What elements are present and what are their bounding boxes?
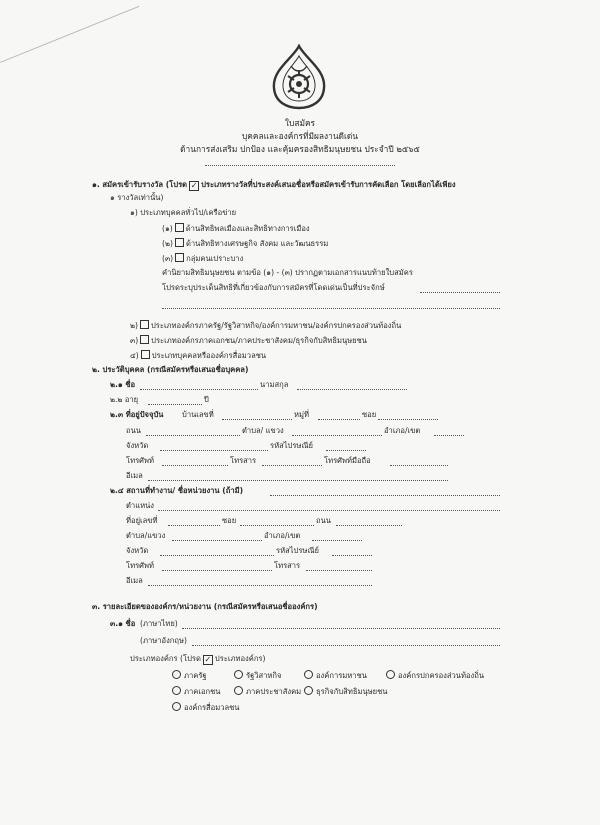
- year-label: ปี: [204, 395, 209, 404]
- checkbox-icon[interactable]: [175, 253, 184, 262]
- org-name-thai-field[interactable]: [182, 628, 500, 629]
- amphoe-field[interactable]: [434, 435, 464, 436]
- radio-icon[interactable]: [304, 670, 313, 679]
- category-1-label: ๑) ประเภทบุคคลทั่วไป/เครือข่าย: [130, 208, 237, 217]
- phone-label: โทรศัพท์: [126, 456, 154, 465]
- soi-label: ซอย: [362, 410, 377, 419]
- radio-icon[interactable]: [386, 670, 395, 679]
- radio-icon[interactable]: [234, 686, 243, 695]
- checkbox-icon[interactable]: [175, 223, 184, 232]
- radio-icon[interactable]: [172, 686, 181, 695]
- category-2-option: ๒) ประเภทองค์กรภาครัฐ/รัฐวิสาหกิจ/องค์การมหาชน/องค์กรปกครองส่วนท้องถิ่น: [130, 321, 402, 330]
- work-road-label: ถนน: [316, 516, 331, 525]
- emblem-logo: [268, 44, 330, 110]
- definition-note: คำนิยามสิทธิมนุษยชน ตามข้อ (๑) - (๓) ปรากฏตามเอกสารแนบท้ายใบสมัคร: [162, 268, 413, 277]
- checkmark-box-icon: ✓: [204, 655, 212, 664]
- work-postcode-field[interactable]: [332, 555, 372, 556]
- age-field[interactable]: [148, 404, 202, 405]
- workplace-label: ๒.๔ สถานที่ทำงาน/ ชื่อหน่วยงาน (ถ้ามี): [110, 486, 244, 495]
- work-postcode-label: รหัสไปรษณีย์: [276, 546, 319, 555]
- section-2-title: ๒. ประวัติบุคคล (กรณีสมัครหรือเสนอชื่อบุคคล): [92, 365, 249, 374]
- work-amphoe-field[interactable]: [312, 540, 362, 541]
- checkbox-icon[interactable]: [175, 238, 184, 247]
- radio-icon[interactable]: [304, 686, 313, 695]
- header-separator: [205, 165, 395, 166]
- amphoe-label: อำเภอ/เขต: [384, 426, 421, 435]
- org-name-english-field[interactable]: [192, 645, 500, 646]
- address-label: ๒.๓ ที่อยู่ปัจจุบัน: [110, 410, 164, 419]
- moo-field[interactable]: [318, 419, 360, 420]
- name-field[interactable]: [140, 389, 258, 390]
- work-fax-label: โทรสาร: [274, 561, 301, 570]
- province-field[interactable]: [160, 450, 268, 451]
- work-soi-label: ซอย: [222, 516, 237, 525]
- work-fax-field[interactable]: [306, 570, 372, 571]
- org-option-public-org[interactable]: องค์การมหาชน: [304, 670, 367, 681]
- work-province-field[interactable]: [160, 555, 274, 556]
- position-field[interactable]: [158, 510, 500, 511]
- work-address-label: ที่อยู่เลขที่: [126, 516, 158, 525]
- checkbox-icon[interactable]: [140, 320, 149, 329]
- org-option-private[interactable]: ภาคเอกชน: [172, 686, 220, 697]
- org-option-civil-society[interactable]: ภาคประชาสังคม: [234, 686, 301, 697]
- surname-field[interactable]: [297, 389, 407, 390]
- mobile-label: โทรศัพท์มือถือ: [324, 456, 371, 465]
- section-1-title-cont: ๑ รางวัลเท่านั้น): [110, 193, 164, 202]
- tambon-label: ตำบล/ แขวง: [242, 426, 284, 435]
- road-field[interactable]: [146, 435, 240, 436]
- work-email-label: อีเมล: [126, 576, 143, 585]
- form-subtitle-2: ด้านการส่งเสริม ปกป้อง และคุ้มครองสิทธิมนุษยชน ประจำปี ๒๕๖๕: [180, 144, 420, 154]
- work-email-field[interactable]: [148, 585, 372, 586]
- checkmark-box-icon: ✓: [190, 181, 198, 190]
- moo-label: หมู่ที่: [294, 410, 310, 419]
- category-4-option: ๔) ประเภทบุคคลหรือองค์กรสื่อมวลชน: [130, 351, 267, 360]
- category-1-option-b: (๒) ด้านสิทธิทางเศรษฐกิจ สังคม และวัฒนธรรม: [162, 239, 329, 248]
- work-road-field[interactable]: [336, 525, 402, 526]
- postcode-label: รหัสไปรษณีย์: [270, 441, 313, 450]
- soi-field[interactable]: [378, 419, 438, 420]
- org-option-government[interactable]: ภาครัฐ: [172, 670, 207, 681]
- org-option-local-admin[interactable]: องค์กรปกครองส่วนท้องถิ่น: [386, 670, 484, 681]
- province-label: จังหวัด: [126, 441, 149, 450]
- form-title: ใบสมัคร: [284, 118, 316, 128]
- work-soi-field[interactable]: [240, 525, 314, 526]
- email-label: อีเมล: [126, 471, 143, 480]
- work-province-label: จังหวัด: [126, 546, 149, 555]
- org-name-english-label: (ภาษาอังกฤษ): [140, 636, 187, 645]
- specify-issue-label: โปรดระบุประเด็นสิทธิที่เกี่ยวข้องกับการสมัครที่โดดเด่นเป็นที่ประจักษ์: [162, 283, 385, 292]
- age-label: ๒.๒ อายุ: [110, 395, 139, 404]
- tambon-field[interactable]: [292, 435, 382, 436]
- specify-issue-line[interactable]: [420, 292, 500, 293]
- org-type-label: ประเภทองค์กร (โปรด ✓ ประเภทองค์กร): [130, 654, 266, 664]
- house-no-field[interactable]: [222, 419, 292, 420]
- workplace-field[interactable]: [270, 495, 500, 496]
- mobile-field[interactable]: [390, 465, 448, 466]
- org-name-label: ๓.๑ ชื่อ: [110, 619, 136, 628]
- specify-issue-line-2[interactable]: [162, 308, 500, 309]
- category-1-option-c: (๓) กลุ่มคนเปราะบาง: [162, 254, 244, 263]
- position-label: ตำแหน่ง: [126, 501, 154, 510]
- radio-icon[interactable]: [172, 702, 181, 711]
- phone-field[interactable]: [162, 465, 228, 466]
- section-1-title: ๑. สมัครเข้ารับรางวัล (โปรด ✓ ประเภทรางวัลที่ประสงค์เสนอชื่อหรือสมัครเข้ารับการคัดเลือก โดยเลือกได้เพียง: [92, 180, 456, 190]
- house-no-label: บ้านเลขที่: [182, 410, 214, 419]
- section-3-title: ๓. รายละเอียดขององค์กร/หน่วยงาน (กรณีสมัครหรือเสนอชื่อองค์กร): [92, 602, 318, 611]
- email-field[interactable]: [148, 480, 448, 481]
- form-subtitle-1: บุคคลและองค์กรที่มีผลงานดีเด่น: [241, 131, 359, 141]
- postcode-field[interactable]: [326, 450, 366, 451]
- work-amphoe-label: อำเภอ/เขต: [264, 531, 301, 540]
- surname-label: นามสกุล: [260, 380, 289, 389]
- org-option-media[interactable]: องค์กรสื่อมวลชน: [172, 702, 240, 713]
- checkbox-icon[interactable]: [141, 350, 150, 359]
- name-label: ๒.๑ ชื่อ: [110, 380, 136, 389]
- fax-field[interactable]: [262, 465, 322, 466]
- radio-icon[interactable]: [234, 670, 243, 679]
- work-phone-label: โทรศัพท์: [126, 561, 154, 570]
- org-option-state-enterprise[interactable]: รัฐวิสาหกิจ: [234, 670, 282, 681]
- category-3-option: ๓) ประเภทองค์กรภาคเอกชน/ภาคประชาสังคม/ธุรกิจกับสิทธิมนุษยชน: [130, 336, 367, 345]
- road-label: ถนน: [126, 426, 141, 435]
- work-tambon-label: ตำบล/แขวง: [126, 531, 166, 540]
- page-fold-mark: [0, 6, 139, 63]
- work-phone-field[interactable]: [162, 570, 272, 571]
- checkbox-icon[interactable]: [140, 335, 149, 344]
- work-tambon-field[interactable]: [172, 540, 262, 541]
- fax-label: โทรสาร: [230, 456, 257, 465]
- category-1-option-a: (๑) ด้านสิทธิพลเมืองและสิทธิทางการเมือง: [162, 224, 310, 233]
- radio-icon[interactable]: [172, 670, 181, 679]
- org-option-business-hr[interactable]: ธุรกิจกับสิทธิมนุษยชน: [304, 686, 387, 697]
- org-name-thai-label: (ภาษาไทย): [140, 619, 178, 628]
- work-address-field[interactable]: [168, 525, 220, 526]
